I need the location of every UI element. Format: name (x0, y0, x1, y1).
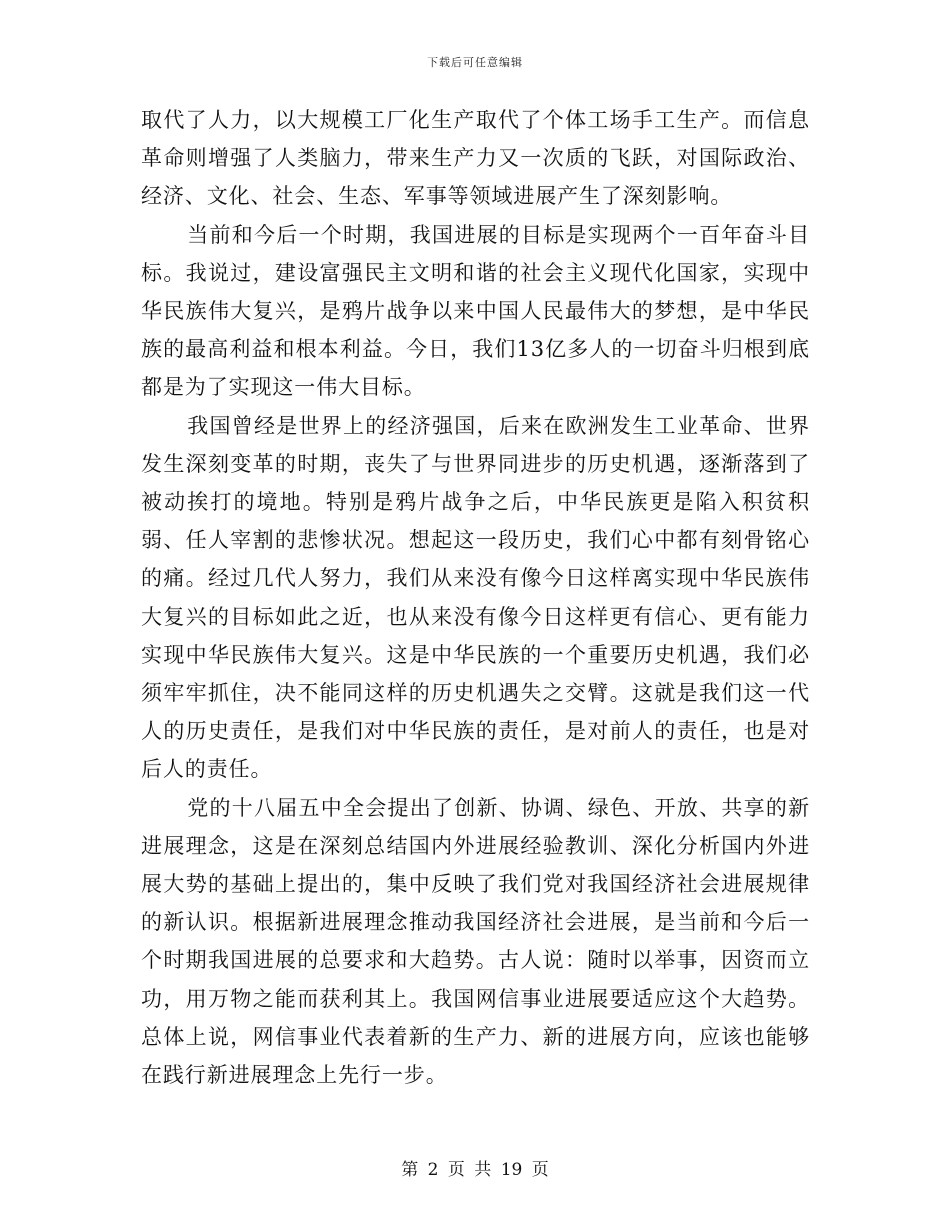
paragraph-1: 取代了人力，以大规模工厂化生产取代了个体工场手工生产。而信息革命则增强了人类脑力，带来生产力又一次质的飞跃，对国际政治、经济、文化、社会、生态、军事等领域进展产生了深刻影响。 (141, 108, 810, 209)
page-number: 第 2 页 共 19 页 (401, 1160, 549, 1180)
paragraph-2: 当前和今后一个时期，我国进展的目标是实现两个一百年奋斗目标。我说过，建设富强民主文明和谐的社会主义现代化国家，实现中华民族伟大复兴，是鸦片战争以来中国人民最伟大的梦想，是中华民族的最高利益和根本利益。今日，我们13亿多人的一切奋斗归根到底都是为了实现这一伟大目标。 (141, 222, 810, 400)
paragraph-3: 我国曾经是世界上的经济强国，后来在欧洲发生工业革命、世界发生深刻变革的时期，丧失了与世界同进步的历史机遇，逐渐落到了被动挨打的境地。特别是鸦片战争之后，中华民族更是陷入积贫积弱、任人宰割的悲惨状况。想起这一段历史，我们心中都有刻骨铭心的痛。经过几代人努力，我们从来没有像今日这样离实现中华民族伟大复兴的目标如此之近，也从来没有像今日这样更有信心、更有能力实现中华民族伟大复兴。这是中华民族的一个重要历史机遇，我们必须牢牢抓住，决不能同这样的历史机遇失之交臂。这就是我们这一代人的历史责任，是我们对中华民族的责任，是对前人的责任，也是对后人的责任。 (141, 413, 810, 782)
header-note: 下载后可任意编辑 (427, 56, 523, 69)
document-body (141, 101, 810, 1094)
paragraph-4: 党的十八届五中全会提出了创新、协调、绿色、开放、共享的新进展理念，这是在深刻总结国内外进展经验教训、深化分析国内外进展大势的基础上提出的，集中反映了我们党对我国经济社会进展规律的新认识。根据新进展理念推动我国经济社会进展，是当前和今后一个时期我国进展的总要求和大趋势。古人说：随时以举事，因资而立功，用万物之能而获利其上。我国网信事业进展要适应这个大趋势。总体上说，网信事业代表着新的生产力、新的进展方向，应该也能够在践行新进展理念上先行一步。 (141, 795, 810, 1088)
